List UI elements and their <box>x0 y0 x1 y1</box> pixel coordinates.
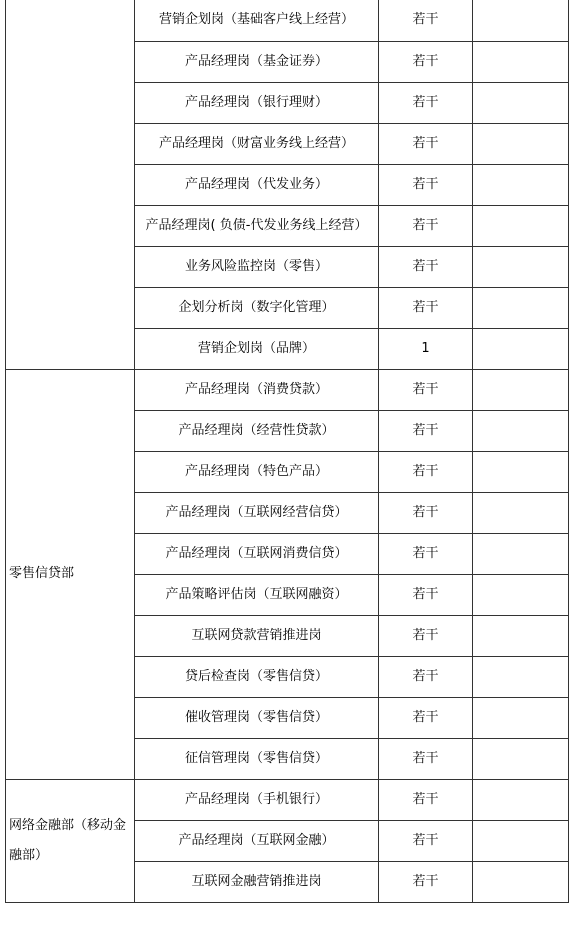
position-cell: 产品经理岗（互联网消费信贷） <box>135 533 379 574</box>
position-cell: 产品经理岗（消费贷款） <box>135 369 379 410</box>
note-cell <box>473 205 569 246</box>
note-cell <box>473 246 569 287</box>
count-cell: 若干 <box>379 246 473 287</box>
position-cell: 企划分析岗（数字化管理） <box>135 287 379 328</box>
count-cell: 若干 <box>379 410 473 451</box>
position-cell: 产品经理岗（代发业务） <box>135 164 379 205</box>
position-cell: 产品经理岗（银行理财） <box>135 82 379 123</box>
position-cell: 产品经理岗（手机银行） <box>135 779 379 820</box>
position-cell: 产品经理岗（互联网经营信贷） <box>135 492 379 533</box>
count-cell: 若干 <box>379 820 473 861</box>
position-cell: 产品经理岗（经营性贷款） <box>135 410 379 451</box>
note-cell <box>473 164 569 205</box>
position-cell: 互联网贷款营销推进岗 <box>135 615 379 656</box>
count-cell: 若干 <box>379 205 473 246</box>
note-cell <box>473 574 569 615</box>
department-cell: 零售信贷部 <box>6 369 135 779</box>
position-cell: 产品经理岗（互联网金融） <box>135 820 379 861</box>
recruitment-table <box>5 0 569 903</box>
table-row <box>6 369 569 410</box>
note-cell <box>473 820 569 861</box>
count-cell: 若干 <box>379 697 473 738</box>
note-cell <box>473 410 569 451</box>
count-cell: 若干 <box>379 164 473 205</box>
note-cell <box>473 82 569 123</box>
note-cell <box>473 738 569 779</box>
count-cell: 1 <box>379 328 473 369</box>
count-cell: 若干 <box>379 123 473 164</box>
table-row <box>6 0 569 41</box>
position-cell: 产品策略评估岗（互联网融资） <box>135 574 379 615</box>
position-cell: 催收管理岗（零售信贷） <box>135 697 379 738</box>
position-cell: 互联网金融营销推进岗 <box>135 861 379 902</box>
position-cell: 产品经理岗（财富业务线上经营） <box>135 123 379 164</box>
count-cell: 若干 <box>379 287 473 328</box>
count-cell: 若干 <box>379 861 473 902</box>
note-cell <box>473 369 569 410</box>
position-cell: 产品经理岗（特色产品） <box>135 451 379 492</box>
count-cell: 若干 <box>379 492 473 533</box>
position-cell: 业务风险监控岗（零售） <box>135 246 379 287</box>
note-cell <box>473 451 569 492</box>
note-cell <box>473 492 569 533</box>
count-cell: 若干 <box>379 0 473 41</box>
position-cell: 营销企划岗（品牌） <box>135 328 379 369</box>
note-cell <box>473 328 569 369</box>
position-cell: 征信管理岗（零售信贷） <box>135 738 379 779</box>
note-cell <box>473 656 569 697</box>
count-cell: 若干 <box>379 574 473 615</box>
count-cell: 若干 <box>379 615 473 656</box>
count-cell: 若干 <box>379 738 473 779</box>
count-cell: 若干 <box>379 41 473 82</box>
department-cell: 网络金融部（移动金融部） <box>6 779 135 902</box>
note-cell <box>473 287 569 328</box>
count-cell: 若干 <box>379 779 473 820</box>
note-cell <box>473 779 569 820</box>
position-cell: 产品经理岗（基金证券） <box>135 41 379 82</box>
department-cell <box>6 0 135 369</box>
position-cell: 营销企划岗（基础客户线上经营） <box>135 0 379 41</box>
note-cell <box>473 697 569 738</box>
count-cell: 若干 <box>379 82 473 123</box>
note-cell <box>473 615 569 656</box>
note-cell <box>473 123 569 164</box>
note-cell <box>473 0 569 41</box>
position-cell: 贷后检查岗（零售信贷） <box>135 656 379 697</box>
note-cell <box>473 533 569 574</box>
count-cell: 若干 <box>379 369 473 410</box>
note-cell <box>473 861 569 902</box>
count-cell: 若干 <box>379 533 473 574</box>
note-cell <box>473 41 569 82</box>
table-row <box>6 779 569 820</box>
position-cell: 产品经理岗( 负债-代发业务线上经营） <box>135 205 379 246</box>
count-cell: 若干 <box>379 656 473 697</box>
recruitment-table-body <box>6 0 569 902</box>
count-cell: 若干 <box>379 451 473 492</box>
